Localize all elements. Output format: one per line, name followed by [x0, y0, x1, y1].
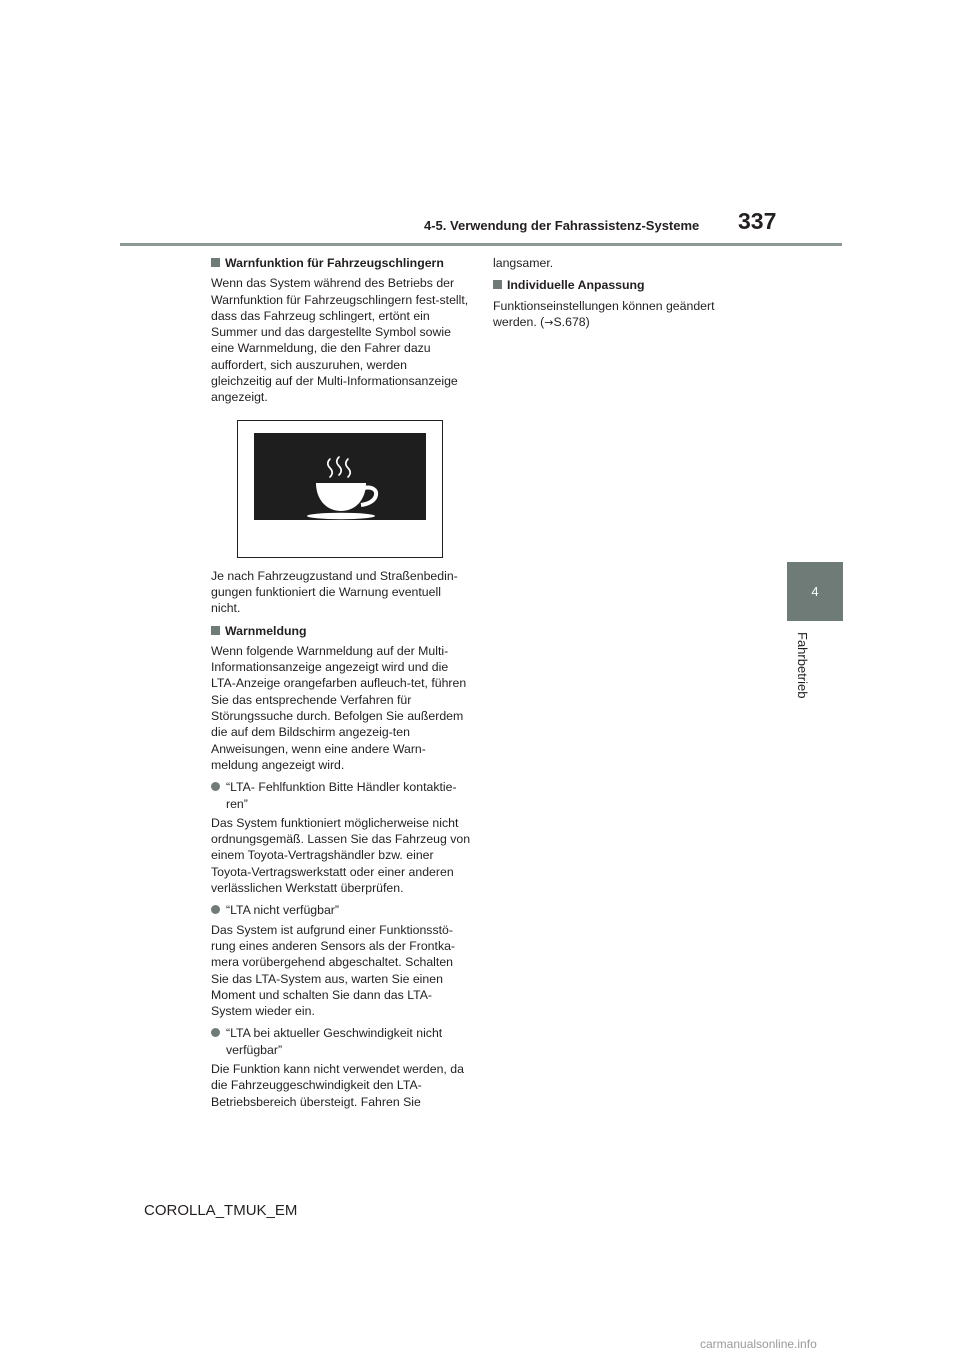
page-reference-link[interactable]: S.678) — [553, 314, 590, 329]
heading-text: Individuelle Anpassung — [507, 278, 645, 293]
circle-bullet-icon — [211, 782, 220, 791]
watermark: carmanualsonline.info — [700, 1337, 817, 1351]
bullet-text: “LTA bei aktueller Geschwindigkeit nicht verfügbar” — [226, 1026, 443, 1057]
right-column — [493, 255, 753, 337]
header-section-title: 4-5. Verwendung der Fahrassistenz-Systeme — [424, 218, 700, 233]
bullet-text: “LTA nicht verfügbar” — [226, 903, 339, 918]
circle-bullet-icon — [211, 905, 220, 914]
paragraph: Je nach Fahrzeugzustand und Straßenbedin-gungen funktioniert die Warnung eventuell nicht. — [211, 568, 458, 616]
paragraph — [493, 298, 753, 332]
coffee-cup-icon — [238, 421, 442, 557]
bullet-text: “LTA- Fehlfunktion Bitte Händler kontaktie-ren” — [226, 780, 457, 811]
chapter-label: Fahrbetrieb — [795, 632, 810, 699]
chapter-tab[interactable] — [787, 562, 843, 621]
paragraph: Das System funktioniert möglicherweise nicht ordnungsgemäß. Lassen Sie das Fahrzeug von einem Toyota-Vertragshändler bzw. einer Toyota-Vertragswerkstatt oder einer anderen verlässlichen Werkstatt überprüfen. — [211, 815, 471, 896]
bullet-item — [211, 779, 471, 812]
footer-code: COROLLA_TMUK_EM — [144, 1202, 298, 1219]
header-rule — [120, 243, 842, 246]
chapter-number: 4 — [811, 584, 819, 599]
bullet-item — [211, 1025, 471, 1058]
circle-bullet-icon — [211, 1028, 220, 1037]
paragraph: Wenn folgende Warnmeldung auf der Multi-Informationsanzeige angezeigt wird und die LTA-Anzeige orangefarben aufleuch-tet, führen Sie das entsprechende Verfahren für Störungssuche durch. Befolgen Sie außerdem die auf dem Bildschirm angezeig-ten Anweisungen, wenn eine andere Warn-meldung angezeigt wird. — [211, 643, 467, 772]
paragraph: Wenn das System während des Betriebs der Warnfunktion für Fahrzeugschlingern fest-stellt, dass das Fahrzeug schlingert, ertönt ein Summer und das dargestellte Symbol sowie eine Warnmeldung, die den Fahrer dazu auffordert, sich auszuruhen, werden gleichzeitig auf der Multi-Informationsanzeige angezeigt. — [211, 276, 469, 405]
warning-symbol-figure — [237, 420, 443, 558]
paragraph: Das System ist aufgrund einer Funktionsstö-rung eines anderen Sensors als der Frontka-mera vorübergehend abgeschaltet. Schalten Sie das LTA-System aus, warten Sie einen Moment und schalten Sie dann das LTA-System wieder ein. — [211, 922, 456, 1019]
square-bullet-icon — [211, 626, 220, 635]
left-column — [211, 255, 471, 1116]
paragraph: Die Funktion kann nicht verwendet werden, da die Fahrzeuggeschwindigkeit den LTA-Betriebsbereich übersteigt. Fahren Sie — [211, 1061, 464, 1109]
paragraph-text: Funktionseinstellungen können geändert werden. ( — [493, 298, 715, 329]
bullet-item — [211, 902, 471, 918]
paragraph: langsamer. — [493, 256, 554, 270]
section-heading — [493, 277, 753, 293]
square-bullet-icon — [211, 258, 220, 267]
square-bullet-icon — [493, 280, 502, 289]
arrow-icon: → — [544, 315, 554, 329]
heading-text: Warnfunktion für Fahrzeugschlingern — [225, 256, 444, 270]
section-heading — [211, 255, 471, 271]
section-heading — [211, 623, 471, 639]
page-number: 337 — [738, 208, 777, 234]
heading-text: Warnmeldung — [225, 623, 307, 638]
